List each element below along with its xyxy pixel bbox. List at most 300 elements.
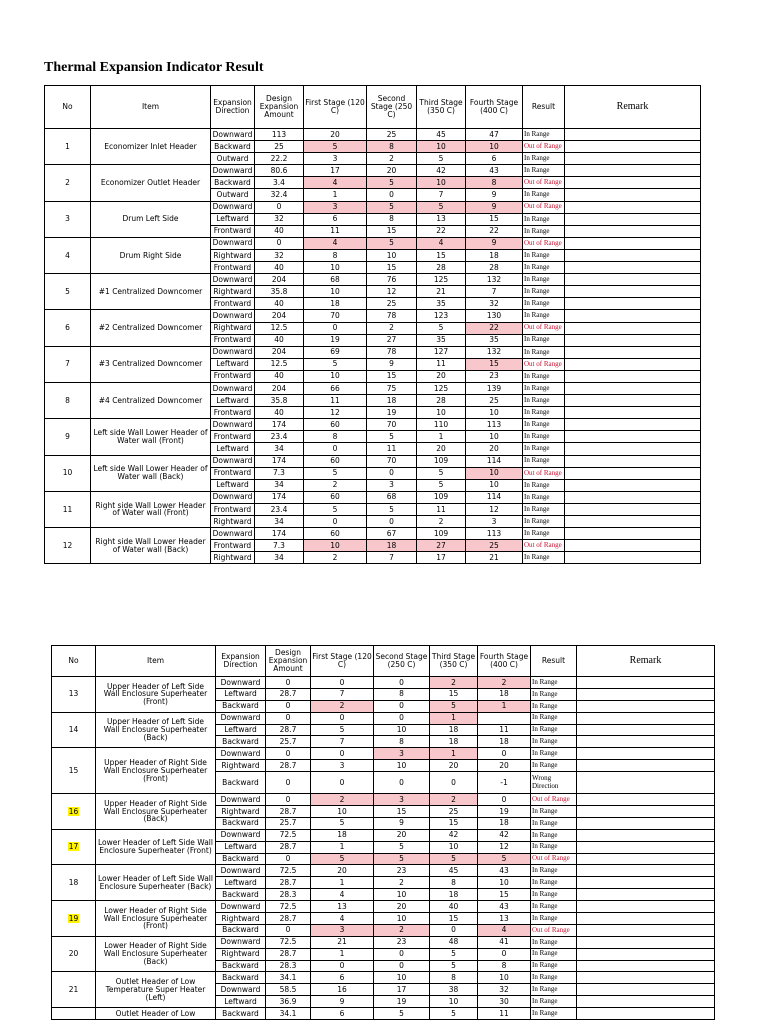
design-amount: 34	[255, 516, 304, 528]
result-cell: In Range	[531, 984, 577, 996]
design-amount: 40	[255, 370, 304, 382]
expansion-direction: Rightward	[211, 249, 255, 261]
design-amount: 32.4	[255, 189, 304, 201]
result-cell: In Range	[523, 165, 565, 177]
item-name: Right side Wall Lower Header of Water wall (Back)	[91, 528, 211, 564]
stage-3-value: 109	[417, 528, 466, 540]
design-amount: 28.7	[266, 760, 311, 772]
stage-2-value: 8	[367, 213, 417, 225]
expansion-direction: Downward	[216, 984, 266, 996]
item-number	[52, 829, 96, 865]
result-cell: In Range	[523, 443, 565, 455]
table-row	[45, 310, 701, 322]
remark-cell	[565, 552, 701, 564]
result-cell: In Range	[523, 552, 565, 564]
stage-4-value: 28	[466, 262, 523, 274]
stage-2-value: 5	[374, 841, 430, 853]
remark-cell	[577, 948, 715, 960]
stage-4-value: 132	[466, 346, 523, 358]
design-amount: 72.5	[266, 829, 311, 841]
expansion-direction: Frontward	[211, 370, 255, 382]
result-cell: In Range	[523, 395, 565, 407]
design-amount: 7.3	[255, 540, 304, 552]
stage-1-value: 6	[304, 213, 367, 225]
expansion-direction: Downward	[216, 829, 266, 841]
design-amount: 58.5	[266, 984, 311, 996]
result-cell: Wrong Direction	[531, 772, 577, 794]
remark-cell	[577, 889, 715, 901]
remark-cell	[577, 712, 715, 724]
stage-3-value: 18	[430, 724, 478, 736]
design-amount: 0	[266, 924, 311, 936]
stage-4-value: 9	[466, 189, 523, 201]
item-number-text: 10	[62, 468, 73, 478]
stage-2-value: 15	[367, 370, 417, 382]
remark-cell	[565, 298, 701, 310]
stage-4-value: 132	[466, 274, 523, 286]
stage-3-value: 110	[417, 419, 466, 431]
remark-cell	[577, 700, 715, 712]
item-number	[52, 748, 96, 794]
header-stage-1: First Stage (120 C)	[304, 86, 367, 129]
stage-1-value: 4	[304, 177, 367, 189]
result-cell: In Range	[531, 936, 577, 948]
stage-2-value: 3	[374, 748, 430, 760]
design-amount: 80.6	[255, 165, 304, 177]
design-amount: 28.7	[266, 913, 311, 925]
stage-1-value: 0	[311, 772, 374, 794]
result-cell: In Range	[523, 189, 565, 201]
result-cell: In Range	[531, 972, 577, 984]
stage-3-value: 1	[430, 748, 478, 760]
result-cell: In Range	[531, 948, 577, 960]
result-cell: In Range	[531, 1008, 577, 1020]
design-amount: 40	[255, 407, 304, 419]
result-cell: In Range	[523, 262, 565, 274]
item-number-text: 18	[68, 877, 79, 887]
stage-4-value: 25	[466, 540, 523, 552]
expansion-direction: Backward	[216, 853, 266, 865]
stage-4-value: 18	[478, 817, 531, 829]
result-cell: Out of Range	[531, 853, 577, 865]
result-cell: Out of Range	[523, 540, 565, 552]
item-name: #4 Centralized Downcomer	[91, 382, 211, 418]
expansion-direction: Frontward	[211, 262, 255, 274]
remark-cell	[565, 467, 701, 479]
stage-3-value: 10	[430, 996, 478, 1008]
stage-4-value: 2	[478, 677, 531, 689]
stage-4-value: 15	[466, 213, 523, 225]
design-amount: 72.5	[266, 865, 311, 877]
table-row	[45, 165, 701, 177]
result-cell: Out of Range	[523, 322, 565, 334]
stage-4-value: 32	[466, 298, 523, 310]
stage-1-value: 2	[311, 700, 374, 712]
stage-4-value: 15	[466, 358, 523, 370]
remark-cell	[565, 346, 701, 358]
design-amount: 32	[255, 249, 304, 261]
stage-1-value: 2	[304, 552, 367, 564]
stage-1-value: 8	[304, 249, 367, 261]
item-number	[52, 1008, 96, 1020]
stage-4-value: 15	[478, 889, 531, 901]
expansion-direction: Downward	[216, 936, 266, 948]
design-amount: 12.5	[255, 358, 304, 370]
stage-2-value: 23	[374, 865, 430, 877]
stage-3-value: 20	[417, 443, 466, 455]
stage-3-value: 35	[417, 334, 466, 346]
stage-4-value: 41	[478, 936, 531, 948]
stage-1-value: 3	[311, 760, 374, 772]
design-amount: 36.9	[266, 996, 311, 1008]
stage-4-value: 5	[478, 853, 531, 865]
expansion-direction: Leftward	[211, 479, 255, 491]
item-number-text: 7	[65, 359, 70, 369]
stage-3-value: 25	[430, 806, 478, 818]
stage-1-value: 3	[304, 153, 367, 165]
item-name: Lower Header of Right Side Wall Enclosure Superheater (Front)	[96, 901, 216, 937]
remark-cell	[577, 996, 715, 1008]
table-header-row	[52, 646, 715, 677]
expansion-direction: Leftward	[216, 841, 266, 853]
remark-cell	[565, 370, 701, 382]
design-amount: 0	[266, 772, 311, 794]
result-cell: Out of Range	[523, 141, 565, 153]
result-cell: In Range	[523, 419, 565, 431]
result-cell: In Range	[531, 877, 577, 889]
result-cell: In Range	[523, 528, 565, 540]
expansion-direction: Downward	[211, 455, 255, 467]
expansion-direction: Outward	[211, 153, 255, 165]
header-stage-3: Third Stage (350 C)	[417, 86, 466, 129]
remark-cell	[565, 516, 701, 528]
remark-cell	[577, 924, 715, 936]
design-amount: 12.5	[255, 322, 304, 334]
result-cell: In Range	[523, 491, 565, 503]
expansion-direction: Rightward	[216, 760, 266, 772]
stage-2-value: 15	[367, 225, 417, 237]
stage-4-value: 18	[478, 736, 531, 748]
remark-cell	[565, 540, 701, 552]
stage-2-value: 0	[367, 467, 417, 479]
remark-cell	[577, 877, 715, 889]
design-amount: 204	[255, 346, 304, 358]
stage-1-value: 1	[311, 877, 374, 889]
stage-1-value: 7	[311, 688, 374, 700]
table-row	[45, 274, 701, 286]
remark-cell	[565, 177, 701, 189]
table-row	[52, 1008, 715, 1020]
stage-4-value: 8	[466, 177, 523, 189]
expansion-direction: Leftward	[216, 996, 266, 1008]
expansion-direction: Leftward	[211, 358, 255, 370]
stage-1-value: 8	[304, 431, 367, 443]
header-item: Item	[91, 86, 211, 129]
result-cell: In Range	[523, 346, 565, 358]
design-amount: 28.7	[266, 806, 311, 818]
remark-cell	[577, 677, 715, 689]
stage-1-value: 5	[304, 503, 367, 515]
expansion-direction: Downward	[211, 165, 255, 177]
remark-cell	[565, 153, 701, 165]
table-row	[52, 972, 715, 984]
design-amount: 174	[255, 455, 304, 467]
remark-cell	[565, 334, 701, 346]
header-result: Result	[523, 86, 565, 129]
stage-2-value: 5	[367, 237, 417, 249]
result-cell: In Range	[523, 382, 565, 394]
stage-3-value: 38	[430, 984, 478, 996]
stage-2-value: 17	[374, 984, 430, 996]
table-row	[45, 491, 701, 503]
stage-3-value: 5	[417, 201, 466, 213]
stage-1-value: 0	[311, 712, 374, 724]
stage-4-value: 113	[466, 528, 523, 540]
stage-4-value: 43	[478, 865, 531, 877]
table-row	[52, 865, 715, 877]
stage-2-value: 5	[374, 853, 430, 865]
stage-4-value: 32	[478, 984, 531, 996]
design-amount: 23.4	[255, 431, 304, 443]
thermal-expansion-table-1	[44, 85, 701, 564]
stage-1-value: 0	[304, 443, 367, 455]
design-amount: 40	[255, 225, 304, 237]
item-number	[52, 972, 96, 1008]
stage-1-value: 6	[311, 972, 374, 984]
stage-3-value: 5	[417, 479, 466, 491]
design-amount: 22.2	[255, 153, 304, 165]
item-name: Upper Header of Right Side Wall Enclosure Superheater (Back)	[96, 794, 216, 830]
stage-4-value: 3	[466, 516, 523, 528]
remark-cell	[577, 960, 715, 972]
stage-4-value: 42	[478, 829, 531, 841]
result-cell: In Range	[523, 334, 565, 346]
table-row	[52, 936, 715, 948]
table-row	[45, 346, 701, 358]
stage-3-value: 127	[417, 346, 466, 358]
design-amount: 23.4	[255, 503, 304, 515]
stage-4-value: -1	[478, 772, 531, 794]
remark-cell	[565, 322, 701, 334]
stage-1-value: 5	[311, 853, 374, 865]
stage-4-value: 7	[466, 286, 523, 298]
remark-cell	[577, 913, 715, 925]
header-direction: Expansion Direction	[211, 86, 255, 129]
stage-2-value: 2	[374, 877, 430, 889]
design-amount: 174	[255, 419, 304, 431]
result-cell: In Range	[531, 748, 577, 760]
stage-2-value: 8	[374, 736, 430, 748]
stage-4-value: 0	[478, 794, 531, 806]
result-cell: In Range	[531, 688, 577, 700]
stage-3-value: 20	[430, 760, 478, 772]
expansion-direction: Downward	[211, 528, 255, 540]
stage-2-value: 5	[367, 177, 417, 189]
stage-4-value: 139	[466, 382, 523, 394]
stage-1-value: 4	[311, 913, 374, 925]
stage-1-value: 1	[311, 841, 374, 853]
design-amount: 34	[255, 443, 304, 455]
stage-4-value: 8	[478, 960, 531, 972]
stage-3-value: 15	[430, 913, 478, 925]
item-number-text: 15	[68, 765, 79, 775]
header-stage-2: Second Stage (250 C)	[374, 646, 430, 677]
stage-2-value: 2	[367, 322, 417, 334]
expansion-direction: Backward	[216, 889, 266, 901]
expansion-direction: Frontward	[211, 407, 255, 419]
stage-3-value: 5	[430, 960, 478, 972]
result-cell: In Range	[531, 913, 577, 925]
stage-2-value: 12	[367, 286, 417, 298]
table-row	[45, 237, 701, 249]
stage-1-value: 1	[311, 948, 374, 960]
item-number-text: 8	[65, 395, 70, 405]
stage-3-value: 22	[417, 225, 466, 237]
result-cell: Out of Range	[523, 237, 565, 249]
item-number-text: 12	[62, 540, 73, 550]
stage-3-value: 42	[430, 829, 478, 841]
stage-2-value: 19	[374, 996, 430, 1008]
stage-1-value: 20	[311, 865, 374, 877]
expansion-direction: Backward	[216, 817, 266, 829]
stage-3-value: 45	[430, 865, 478, 877]
remark-cell	[577, 936, 715, 948]
expansion-direction: Leftward	[216, 688, 266, 700]
design-amount: 35.8	[255, 286, 304, 298]
design-amount: 0	[266, 712, 311, 724]
stage-4-value: 9	[466, 237, 523, 249]
stage-1-value: 68	[304, 274, 367, 286]
design-amount: 34	[255, 552, 304, 564]
item-number	[52, 865, 96, 901]
result-cell: In Range	[523, 129, 565, 141]
result-cell: In Range	[523, 225, 565, 237]
expansion-direction: Backward	[216, 1008, 266, 1020]
stage-1-value: 10	[304, 370, 367, 382]
remark-cell	[577, 841, 715, 853]
header-result: Result	[531, 646, 577, 677]
result-cell: Out of Range	[523, 201, 565, 213]
stage-3-value: 11	[417, 503, 466, 515]
stage-2-value: 19	[367, 407, 417, 419]
stage-1-value: 18	[304, 298, 367, 310]
stage-4-value: 12	[466, 503, 523, 515]
stage-2-value: 11	[367, 443, 417, 455]
remark-cell	[565, 165, 701, 177]
stage-3-value: 15	[430, 688, 478, 700]
stage-4-value: 23	[466, 370, 523, 382]
stage-3-value: 2	[430, 677, 478, 689]
item-number-text: 19	[68, 913, 79, 923]
design-amount: 40	[255, 334, 304, 346]
remark-cell	[565, 237, 701, 249]
table-row	[45, 528, 701, 540]
stage-3-value: 10	[417, 407, 466, 419]
result-cell: In Range	[531, 901, 577, 913]
result-cell: In Range	[531, 865, 577, 877]
stage-3-value: 15	[417, 249, 466, 261]
header-item: Item	[96, 646, 216, 677]
item-number	[45, 346, 91, 382]
stage-3-value: 42	[417, 165, 466, 177]
remark-cell	[577, 760, 715, 772]
expansion-direction: Backward	[216, 924, 266, 936]
stage-4-value: 10	[466, 431, 523, 443]
expansion-direction: Rightward	[216, 913, 266, 925]
stage-3-value: 5	[417, 153, 466, 165]
result-cell: In Range	[531, 817, 577, 829]
design-amount: 0	[266, 748, 311, 760]
stage-1-value: 69	[304, 346, 367, 358]
result-cell: In Range	[531, 712, 577, 724]
item-name: Drum Right Side	[91, 237, 211, 273]
item-number	[45, 491, 91, 527]
stage-2-value: 10	[374, 760, 430, 772]
table-row	[45, 129, 701, 141]
item-number-text: 21	[68, 984, 79, 994]
design-amount: 28.3	[266, 960, 311, 972]
stage-2-value: 18	[367, 540, 417, 552]
expansion-direction: Leftward	[216, 724, 266, 736]
stage-2-value: 5	[374, 1008, 430, 1020]
design-amount: 32	[255, 213, 304, 225]
item-name: Outlet Header of Low	[96, 1008, 216, 1020]
expansion-direction: Backward	[211, 177, 255, 189]
item-number-text: 1	[65, 141, 70, 151]
expansion-direction: Leftward	[211, 213, 255, 225]
design-amount: 7.3	[255, 467, 304, 479]
result-cell: In Range	[531, 724, 577, 736]
expansion-direction: Rightward	[216, 948, 266, 960]
design-amount: 204	[255, 274, 304, 286]
stage-2-value: 10	[374, 972, 430, 984]
remark-cell	[577, 972, 715, 984]
table-row	[52, 829, 715, 841]
item-name: Economizer Outlet Header	[91, 165, 211, 201]
expansion-direction: Downward	[211, 237, 255, 249]
stage-3-value: 28	[417, 262, 466, 274]
stage-3-value: 15	[430, 817, 478, 829]
design-amount: 25.7	[266, 817, 311, 829]
item-number	[52, 901, 96, 937]
remark-cell	[565, 189, 701, 201]
expansion-direction: Frontward	[211, 431, 255, 443]
result-cell: In Range	[531, 677, 577, 689]
item-name: #2 Centralized Downcomer	[91, 310, 211, 346]
expansion-direction: Backward	[216, 972, 266, 984]
result-cell: In Range	[523, 407, 565, 419]
remark-cell	[577, 806, 715, 818]
design-amount: 28.7	[266, 877, 311, 889]
stage-4-value: 30	[478, 996, 531, 1008]
stage-4-value: 22	[466, 225, 523, 237]
stage-2-value: 8	[367, 141, 417, 153]
expansion-direction: Rightward	[211, 286, 255, 298]
item-number-text: 6	[65, 323, 70, 333]
item-name: Drum Left Side	[91, 201, 211, 237]
item-number-text: 20	[68, 949, 79, 959]
stage-1-value: 10	[304, 262, 367, 274]
stage-1-value: 13	[311, 901, 374, 913]
item-name: #3 Centralized Downcomer	[91, 346, 211, 382]
result-cell: In Range	[531, 960, 577, 972]
item-number-text: 4	[65, 250, 70, 260]
design-amount: 35.8	[255, 395, 304, 407]
header-direction: Expansion Direction	[216, 646, 266, 677]
design-amount: 0	[266, 794, 311, 806]
design-amount: 34.1	[266, 1008, 311, 1020]
result-cell: In Range	[531, 760, 577, 772]
